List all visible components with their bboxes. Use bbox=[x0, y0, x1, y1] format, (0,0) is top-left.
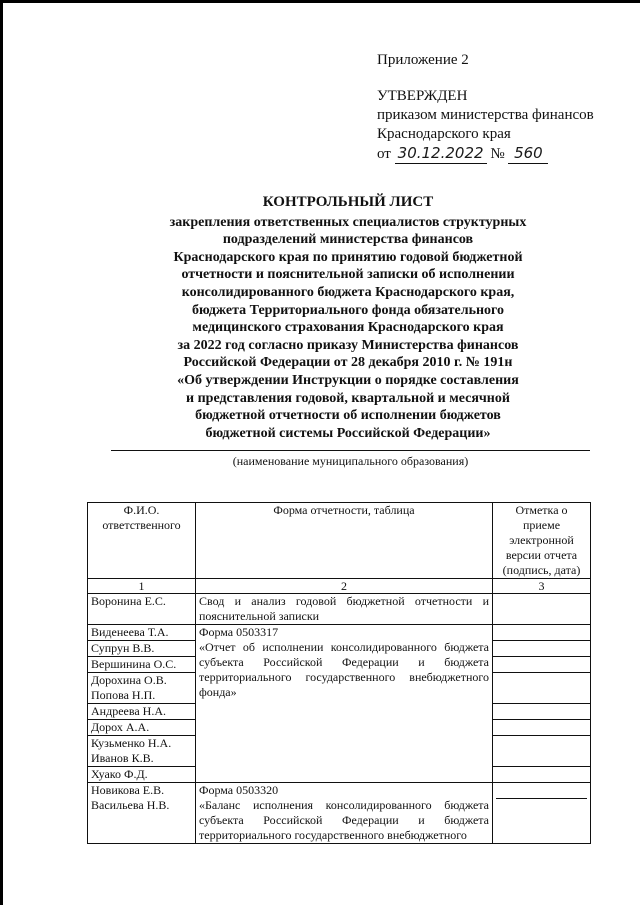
form-description: «Отчет об исполнении консолидированного бюджета субъекта Российской Федерации и бюджета территориального государственного внебюджетного фонда» bbox=[199, 640, 489, 699]
header-mark: Отметка о приеме электронной версии отчета (подпись, дата) bbox=[493, 503, 591, 579]
title-line: бюджетной системы Российской Федерации» bbox=[205, 425, 491, 441]
handwritten-number: 560 bbox=[508, 144, 548, 164]
title-line: консолидированного бюджета Краснодарского края, bbox=[181, 284, 515, 300]
form-description: «Баланс исполнения консолидированного бюджета субъекта Российской Федерации и бюджета территориального государственного внебюджетного bbox=[199, 798, 489, 842]
handwritten-date: 30.12.2022 bbox=[395, 144, 487, 164]
municipality-underline bbox=[111, 450, 590, 451]
title-line: отчетности и пояснительной записки об исполнении bbox=[181, 267, 515, 283]
responsible-name: Кузьменко Н.А. Иванов К.В. bbox=[88, 736, 196, 767]
title-line: за 2022 год согласно приказу Министерства финансов bbox=[177, 337, 519, 353]
date-prefix: от bbox=[377, 146, 391, 162]
responsible-name: Виденеева Т.А. bbox=[88, 625, 196, 641]
signature-cell bbox=[493, 594, 591, 625]
form-code: Форма 0503320 bbox=[199, 783, 279, 797]
column-number: 1 bbox=[88, 579, 196, 594]
number-prefix: № bbox=[490, 146, 505, 162]
order-date-line bbox=[377, 144, 594, 164]
table-row bbox=[88, 625, 591, 641]
order-line-1: приказом министерства финансов bbox=[377, 107, 594, 123]
title-line: и представления годовой, квартальной и месячной bbox=[186, 390, 510, 406]
title-line: закрепления ответственных специалистов структурных bbox=[169, 214, 527, 230]
scan-edge-left bbox=[0, 0, 3, 905]
title-line: «Об утверждении Инструкции о порядке составления bbox=[177, 372, 519, 388]
responsible-name: Андреева Н.А. bbox=[88, 704, 196, 720]
title-line: медицинского страхования Краснодарского края bbox=[192, 320, 504, 336]
signature-cell bbox=[493, 720, 591, 736]
signature-cell bbox=[493, 673, 591, 704]
title-line: бюджета Территориального фонда обязательного bbox=[191, 302, 505, 318]
column-number-row bbox=[88, 579, 591, 594]
title-line: Краснодарского края по принятию годовой бюджетной bbox=[173, 249, 523, 265]
responsible-name: Воронина Е.С. bbox=[88, 594, 196, 625]
signature-divider bbox=[496, 798, 587, 799]
signature-cell bbox=[493, 783, 591, 844]
title-line: Российской Федерации от 28 декабря 2010 г. № 191н bbox=[183, 355, 513, 371]
signature-cell bbox=[493, 767, 591, 783]
header-form: Форма отчетности, таблица bbox=[196, 503, 493, 579]
form-cell bbox=[196, 625, 493, 783]
signature-cell bbox=[493, 625, 591, 641]
title-line: подразделений министерства финансов bbox=[222, 232, 474, 248]
responsible-name: Дорох А.А. bbox=[88, 720, 196, 736]
responsible-name: Вершинина О.С. bbox=[88, 657, 196, 673]
responsible-name: Новикова Е.В. Васильева Н.В. bbox=[88, 783, 196, 844]
signature-cell bbox=[493, 704, 591, 720]
document-title bbox=[150, 194, 546, 442]
header-responsible: Ф.И.О. ответственного bbox=[88, 503, 196, 579]
signature-cell bbox=[493, 736, 591, 767]
signature-cell bbox=[493, 657, 591, 673]
responsible-name: Супрун В.В. bbox=[88, 641, 196, 657]
title-line: бюджетной отчетности об исполнении бюджетов bbox=[195, 408, 501, 424]
column-number: 3 bbox=[493, 579, 591, 594]
title-main: КОНТРОЛЬНЫЙ ЛИСТ bbox=[262, 194, 434, 210]
appendix-label: Приложение 2 bbox=[377, 52, 469, 68]
table-header-row bbox=[88, 503, 591, 579]
approval-block bbox=[377, 87, 594, 164]
approved-label: УТВЕРЖДЕН bbox=[377, 88, 468, 104]
municipality-caption: (наименование муниципального образования) bbox=[232, 454, 469, 468]
signature-cell bbox=[493, 641, 591, 657]
form-code: Форма 0503317 bbox=[199, 625, 279, 639]
control-table bbox=[87, 502, 591, 844]
responsible-name: Хуако Ф.Д. bbox=[88, 767, 196, 783]
order-line-2: Краснодарского края bbox=[377, 126, 511, 142]
table-row bbox=[88, 594, 591, 625]
form-cell bbox=[196, 783, 493, 844]
scan-edge-top bbox=[0, 0, 640, 3]
column-number: 2 bbox=[196, 579, 493, 594]
form-description: Свод и анализ годовой бюджетной отчетности и пояснительной записки bbox=[196, 594, 493, 625]
responsible-name: Дорохина О.В. Попова Н.П. bbox=[88, 673, 196, 704]
table-row bbox=[88, 783, 591, 844]
